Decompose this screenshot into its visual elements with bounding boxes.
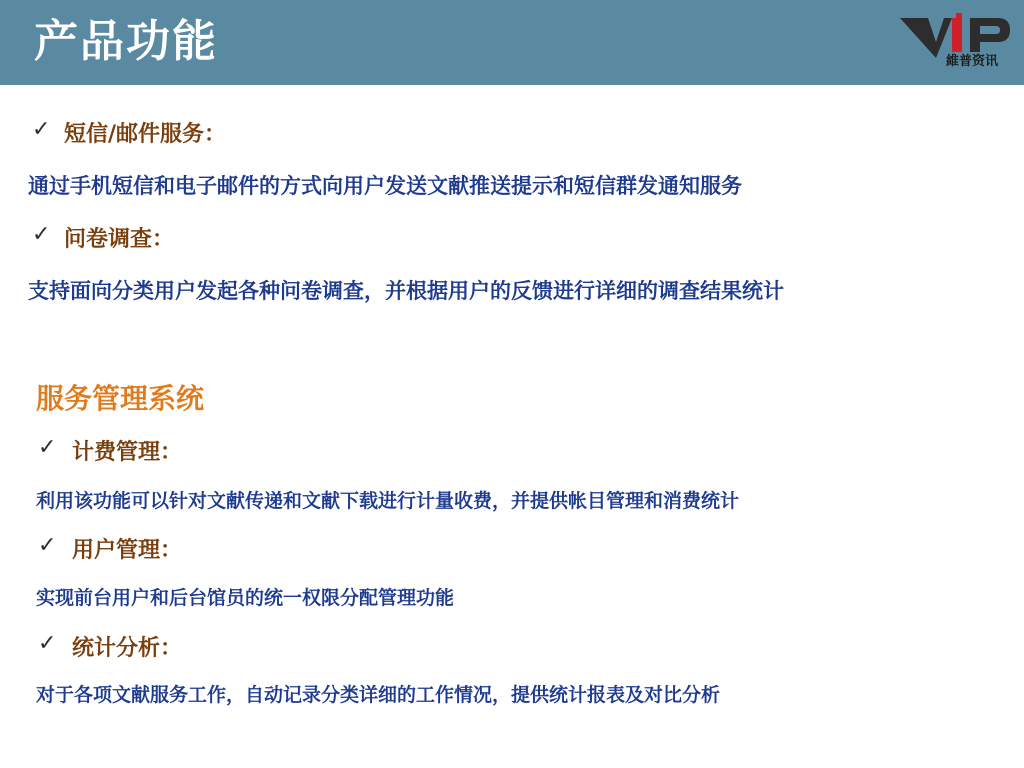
page-title: 产品功能 bbox=[34, 16, 218, 67]
bullet-description-sms: 通过手机短信和电子邮件的方式向用户发送文献推送提示和短信群发通知服务 bbox=[28, 174, 742, 198]
bullet-label-sms: 短信/邮件服务： bbox=[64, 122, 227, 147]
checkmark-icon: ✓ bbox=[32, 117, 51, 142]
bullet-description-stats: 对于各项文献服务工作，自动记录分类详细的工作情况，提供统计报表及对比分析 bbox=[36, 684, 721, 706]
checkmark-icon: ✓ bbox=[32, 222, 51, 247]
bullet-description-survey: 支持面向分类用户发起各种问卷调查，并根据用户的反馈进行详细的调查结果统计 bbox=[28, 279, 784, 303]
bullet-label-users: 用户管理： bbox=[72, 538, 183, 563]
bullet-description-users: 实现前台用户和后台馆员的统一权限分配管理功能 bbox=[36, 587, 455, 609]
checkmark-icon: ✓ bbox=[38, 533, 57, 558]
bullet-description-billing: 利用该功能可以针对文献传递和文献下载进行计量收费，并提供帐目管理和消费统计 bbox=[36, 490, 740, 512]
section-title: 服务管理系统 bbox=[36, 382, 205, 415]
title-bar bbox=[0, 0, 1024, 85]
bullet-label-billing: 计费管理： bbox=[72, 440, 183, 465]
bullet-label-survey: 问卷调查： bbox=[64, 227, 175, 252]
checkmark-icon: ✓ bbox=[38, 631, 57, 656]
bullet-label-stats: 统计分析： bbox=[72, 636, 183, 661]
logo-caption: 維普资讯 bbox=[946, 54, 999, 69]
checkmark-icon: ✓ bbox=[38, 435, 57, 460]
